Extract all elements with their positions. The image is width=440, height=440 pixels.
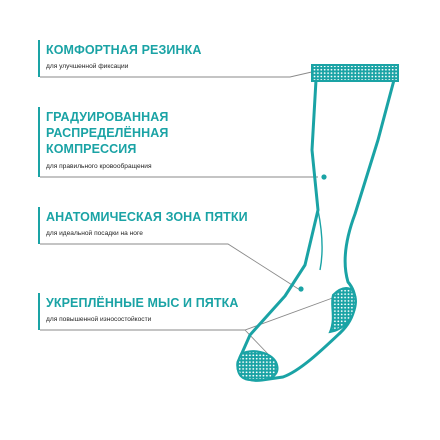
leader-line-heel <box>40 244 300 290</box>
leader-line-band <box>40 71 316 77</box>
feature-title: АНАТОМИЧЕСКАЯ ЗОНА ПЯТКИ <box>46 210 248 224</box>
leader-dot-compression <box>321 174 326 179</box>
sock-outline <box>238 80 394 380</box>
feature-title: КОМФОРТНАЯ РЕЗИНКА <box>46 43 202 57</box>
feature-title: УКРЕПЛЁННЫЕ МЫС И ПЯТКА <box>46 296 239 310</box>
sock-comfort-band <box>312 65 398 81</box>
feature-subtitle: для повышенной износостойкости <box>46 316 152 323</box>
leader-dot-heel <box>298 286 303 291</box>
sock-inner-shading <box>318 210 322 270</box>
feature-title-line-2: РАСПРЕДЕЛЁННАЯ <box>46 126 169 140</box>
feature-subtitle: для улучшенной фиксации <box>46 63 129 70</box>
sock-reinforced-heel <box>330 288 356 332</box>
feature-title-line-1: ГРАДУИРОВАННАЯ <box>46 110 169 124</box>
feature-title-line-3: КОМПРЕССИЯ <box>46 142 137 156</box>
feature-subtitle: для правильного кровообращения <box>46 163 152 170</box>
leader-line-reinforced <box>40 296 338 330</box>
feature-subtitle: для идеальной посадки на ноге <box>46 230 143 237</box>
leader-lines <box>40 71 338 354</box>
sock-reinforced-toe <box>238 351 278 380</box>
